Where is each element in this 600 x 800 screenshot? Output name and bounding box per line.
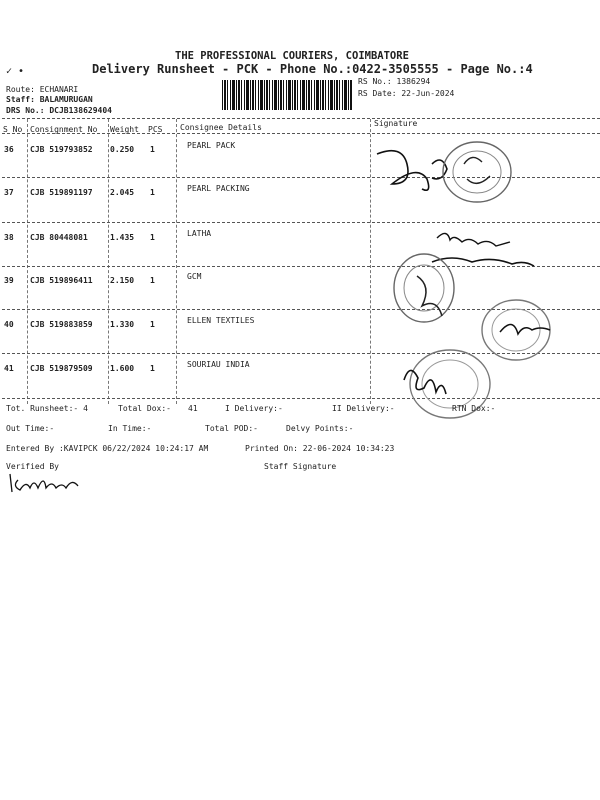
staff-label: Staff: BALAMURUGAN [6, 95, 93, 104]
row-pcs: 1 [150, 188, 155, 197]
col-consignment: Consignment No [30, 125, 98, 134]
col-separator [27, 119, 28, 404]
row-consignment: CJB 519793852 [30, 145, 93, 154]
row-consignment: CJB 519879509 [30, 364, 93, 373]
row-pcs: 1 [150, 320, 155, 329]
staff-signature: Staff Signature [264, 462, 337, 471]
col-separator [176, 119, 177, 404]
tot-runsheet: Tot. Runsheet:- 4 [6, 404, 88, 413]
barcode [222, 80, 352, 110]
row-consignee: PEARL PACKING [187, 184, 250, 193]
row-pcs: 1 [150, 276, 155, 285]
verifier-signature [6, 470, 86, 500]
row-weight: 2.150 [110, 276, 135, 285]
row-consignment: CJB 80448081 [30, 233, 88, 242]
row-weight: 0.250 [110, 145, 135, 154]
rs-date: RS Date: 22-Jun-2024 [358, 89, 455, 98]
row-sno: 38 [4, 233, 14, 242]
runsheet-subtitle: Delivery Runsheet - PCK - Phone No.:0422-3505555 - Page No.:4 [92, 62, 533, 76]
row-pcs: 1 [150, 145, 155, 154]
total-dox-label: Total Dox:- [118, 404, 171, 413]
out-time: Out Time:- [6, 424, 55, 433]
total-dox-value: 41 [188, 404, 198, 413]
row-consignee: LATHA [187, 229, 212, 238]
col-consignee: Consignee Details [180, 123, 262, 132]
ii-delivery: II Delivery:- [332, 404, 395, 413]
col-pcs: PCS [148, 125, 163, 134]
delvy-points: Delvy Points:- [286, 424, 354, 433]
row-sno: 41 [4, 364, 14, 373]
row-consignee: PEARL PACK [187, 141, 236, 150]
row-consignee: ELLEN TEXTILES [187, 316, 255, 325]
rtn-dox: RTN Dox:- [452, 404, 496, 413]
signature-36 [372, 134, 512, 209]
rs-number: RS No.: 1386294 [358, 77, 431, 86]
row-consignee: GCM [187, 272, 202, 281]
row-weight: 1.600 [110, 364, 135, 373]
i-delivery: I Delivery:- [225, 404, 283, 413]
row-consignee: SOURIAU INDIA [187, 360, 250, 369]
row-weight: 1.330 [110, 320, 135, 329]
row-sno: 37 [4, 188, 14, 197]
col-separator [108, 119, 109, 404]
row-pcs: 1 [150, 233, 155, 242]
row-consignment: CJB 519891197 [30, 188, 93, 197]
total-pod: Total POD:- [205, 424, 258, 433]
row-sno: 39 [4, 276, 14, 285]
table-top-rule [2, 118, 600, 119]
printed-on: Printed On: 22-06-2024 10:34:23 [245, 444, 395, 453]
row-weight: 1.435 [110, 233, 135, 242]
corner-mark: ✓ • [6, 66, 25, 77]
route-label: Route: ECHANARI [6, 85, 79, 94]
col-signature: Signature [374, 119, 418, 128]
entered-by: Entered By :KAVIPCK 06/22/2024 10:24:17 AM [6, 444, 209, 453]
company-title: THE PROFESSIONAL COURIERS, COIMBATORE [175, 50, 409, 62]
col-weight: Weight [110, 125, 139, 134]
row-sno: 36 [4, 145, 14, 154]
row-rule [2, 222, 600, 223]
drs-number: DRS No.: DCJB138629404 [6, 106, 112, 115]
col-separator [370, 119, 371, 404]
in-time: In Time:- [108, 424, 152, 433]
row-pcs: 1 [150, 364, 155, 373]
row-consignment: CJB 519883859 [30, 320, 93, 329]
verified-by: Verified By [6, 462, 59, 471]
col-sno: S No [3, 125, 23, 134]
row-weight: 2.045 [110, 188, 135, 197]
row-sno: 40 [4, 320, 14, 329]
row-consignment: CJB 519896411 [30, 276, 93, 285]
